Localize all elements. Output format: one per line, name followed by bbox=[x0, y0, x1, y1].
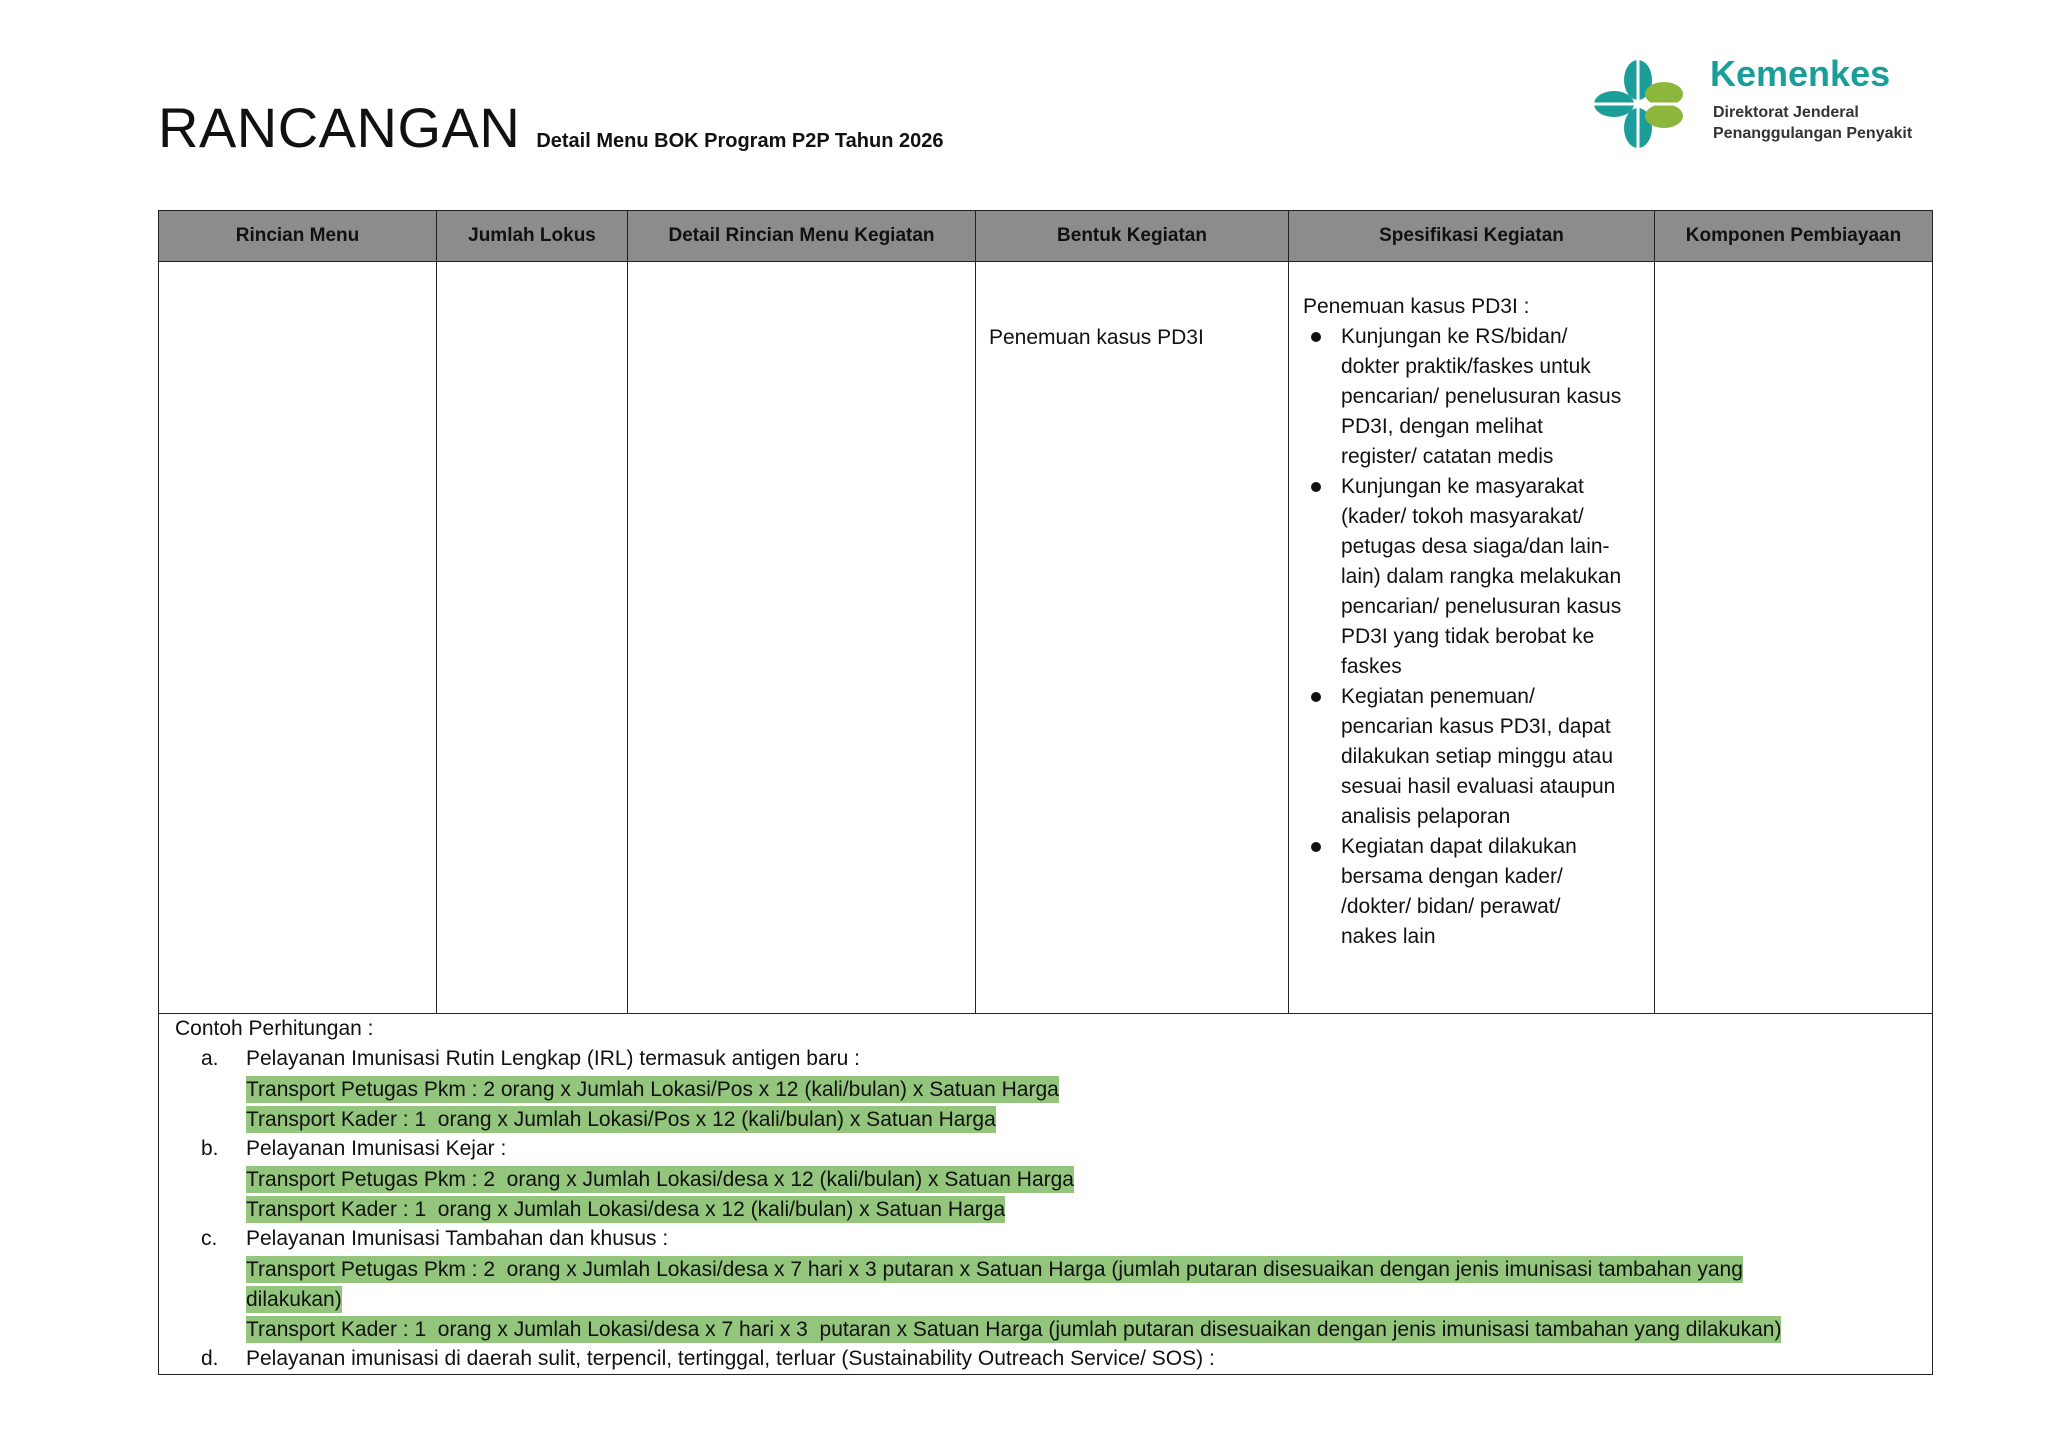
logo-line-2: Penanggulangan Penyakit bbox=[1713, 125, 1913, 142]
header-detail-rincian-menu-kegiatan: Detail Rincian Menu Kegiatan bbox=[628, 211, 976, 262]
table-row bbox=[159, 262, 1933, 1014]
spec-intro: Penemuan kasus PD3I : bbox=[1303, 295, 1530, 318]
list-item bbox=[175, 1224, 1932, 1254]
spec-bullet-line: Kegiatan dapat dilakukan bbox=[1341, 835, 1577, 858]
spec-bullet-line: lain) dalam rangka melakukan bbox=[1341, 565, 1622, 588]
list-marker: c. bbox=[201, 1227, 218, 1250]
spec-bullet-line: faskes bbox=[1341, 655, 1402, 678]
spec-bullet-line: nakes lain bbox=[1341, 925, 1436, 948]
list-item bbox=[175, 1344, 1932, 1374]
spec-bullet-line: register/ catatan medis bbox=[1341, 445, 1554, 468]
highlighted-formula: Transport Kader : 1 orang x Jumlah Lokasi/desa x 7 hari x 3 putaran x Satuan Harga (jumlah putaran disesuaikan dengan jenis imunisasi tambahan yang dilakukan) bbox=[246, 1318, 1782, 1341]
spec-bullet-line: sesuai hasil evaluasi ataupun bbox=[1341, 775, 1616, 798]
header-jumlah-lokus: Jumlah Lokus bbox=[437, 211, 628, 262]
contoh-heading: Contoh Perhitungan : bbox=[175, 1017, 374, 1040]
bullet-icon bbox=[1311, 482, 1321, 492]
highlighted-formula: Transport Kader : 1 orang x Jumlah Lokasi/desa x 12 (kali/bulan) x Satuan Harga bbox=[246, 1198, 1006, 1221]
spec-bullet-line: PD3I yang tidak berobat ke bbox=[1341, 625, 1595, 648]
bullet-icon bbox=[1311, 332, 1321, 342]
list-item-text: Pelayanan Imunisasi Tambahan dan khusus : bbox=[246, 1227, 669, 1250]
highlighted-formula: Transport Kader : 1 orang x Jumlah Lokasi/Pos x 12 (kali/bulan) x Satuan Harga bbox=[246, 1108, 996, 1131]
page-subtitle: Detail Menu BOK Program P2P Tahun 2026 bbox=[536, 130, 944, 152]
page-title: RANCANGAN bbox=[158, 96, 521, 159]
highlighted-formula: Transport Petugas Pkm : 2 orang x Jumlah Lokasi/desa x 12 (kali/bulan) x Satuan Harga bbox=[246, 1168, 1074, 1191]
logo-line-1: Direktorat Jenderal bbox=[1713, 104, 1859, 121]
list-item bbox=[175, 1044, 1932, 1074]
document-title-block bbox=[158, 96, 944, 159]
list-item-text: Pelayanan imunisasi di daerah sulit, terpencil, tertinggal, terluar (Sustainability Outreach Service/ SOS) : bbox=[246, 1347, 1215, 1370]
jumlah-lokus-cell bbox=[437, 262, 628, 1014]
list-marker: b. bbox=[201, 1137, 219, 1160]
bentuk-kegiatan-text: Penemuan kasus PD3I bbox=[989, 326, 1204, 349]
highlighted-formula: dilakukan) bbox=[246, 1288, 342, 1311]
bentuk-kegiatan-cell bbox=[976, 262, 1289, 1014]
logo-brand-text: Kemenkes bbox=[1710, 53, 1891, 94]
spec-bullet-line: /dokter/ bidan/ perawat/ bbox=[1341, 895, 1561, 918]
spec-bullet-line: pencarian kasus PD3I, dapat bbox=[1341, 715, 1611, 738]
highlighted-formula: Transport Petugas Pkm : 2 orang x Jumlah Lokasi/desa x 7 hari x 3 putaran x Satuan Harga (jumlah putaran disesuaikan dengan jenis imunisasi tambahan yang bbox=[246, 1258, 1743, 1281]
spec-bullet-line: Kegiatan penemuan/ bbox=[1341, 685, 1535, 708]
spec-bullet bbox=[1303, 832, 1654, 952]
kemenkes-logo bbox=[1592, 54, 1952, 154]
spec-bullet-line: Kunjungan ke RS/bidan/ bbox=[1341, 325, 1568, 348]
spec-bullet-line: PD3I, dengan melihat bbox=[1341, 415, 1543, 438]
spec-bullet bbox=[1303, 682, 1654, 832]
detail-rincian-cell bbox=[628, 262, 976, 1014]
spec-bullet-line: pencarian/ penelusuran kasus bbox=[1341, 385, 1622, 408]
list-item-text: Pelayanan Imunisasi Rutin Lengkap (IRL) termasuk antigen baru : bbox=[246, 1047, 861, 1070]
header-spesifikasi-kegiatan: Spesifikasi Kegiatan bbox=[1289, 211, 1655, 262]
bullet-icon bbox=[1311, 842, 1321, 852]
komponen-pembiayaan-cell bbox=[1655, 262, 1933, 1014]
spec-bullet-line: Kunjungan ke masyarakat bbox=[1341, 475, 1584, 498]
spec-bullet-line: dokter praktik/faskes untuk bbox=[1341, 355, 1591, 378]
spec-bullet-line: pencarian/ penelusuran kasus bbox=[1341, 595, 1622, 618]
spec-bullet-line: analisis pelaporan bbox=[1341, 805, 1511, 828]
spec-bullet bbox=[1303, 472, 1654, 682]
table-header-row bbox=[159, 211, 1933, 262]
contoh-perhitungan-row bbox=[159, 1014, 1933, 1375]
contoh-perhitungan-cell bbox=[159, 1014, 1933, 1375]
list-item bbox=[175, 1134, 1932, 1164]
list-marker: a. bbox=[201, 1047, 219, 1070]
list-item-text: Pelayanan Imunisasi Kejar : bbox=[246, 1137, 507, 1160]
highlighted-formula: Transport Petugas Pkm : 2 orang x Jumlah Lokasi/Pos x 12 (kali/bulan) x Satuan Harga bbox=[246, 1078, 1059, 1101]
kemenkes-logo-icon bbox=[1592, 56, 1688, 152]
spesifikasi-kegiatan-cell bbox=[1289, 262, 1655, 1014]
spec-bullet-line: dilakukan setiap minggu atau bbox=[1341, 745, 1614, 768]
bullet-icon bbox=[1311, 692, 1321, 702]
spec-bullet-line: (kader/ tokoh masyarakat/ bbox=[1341, 505, 1584, 528]
list-marker: d. bbox=[201, 1347, 219, 1370]
spec-bullet-line: petugas desa siaga/dan lain- bbox=[1341, 535, 1610, 558]
menu-detail-table bbox=[158, 210, 1933, 1375]
spec-bullet-line: bersama dengan kader/ bbox=[1341, 865, 1563, 888]
header-rincian-menu: Rincian Menu bbox=[159, 211, 437, 262]
header-komponen-pembiayaan: Komponen Pembiayaan bbox=[1655, 211, 1933, 262]
spec-bullet bbox=[1303, 322, 1654, 472]
header-bentuk-kegiatan: Bentuk Kegiatan bbox=[976, 211, 1289, 262]
rincian-menu-cell bbox=[159, 262, 437, 1014]
